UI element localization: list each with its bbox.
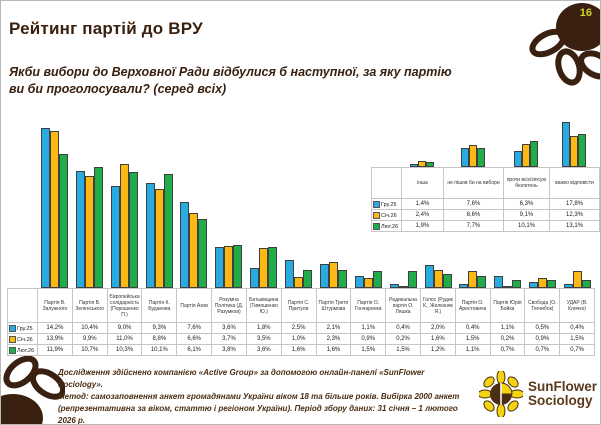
value-cell: 13,1% xyxy=(550,221,600,232)
value-cell: 12,3% xyxy=(550,210,600,221)
bar xyxy=(76,171,85,289)
table-row xyxy=(372,221,600,232)
bar xyxy=(215,247,224,288)
column-header-cell: важко відповісти xyxy=(550,168,600,199)
value-cell: 14,2% xyxy=(38,323,73,334)
bar xyxy=(329,262,338,288)
table-row xyxy=(372,199,600,210)
value-cell: 1,1% xyxy=(351,323,386,334)
bar xyxy=(461,148,469,167)
bar-group xyxy=(177,121,212,288)
value-cell: 6,3% xyxy=(504,199,550,210)
bar xyxy=(120,164,129,288)
bar xyxy=(224,246,233,288)
value-cell: 11,9% xyxy=(38,345,73,356)
value-cell: 3,6% xyxy=(212,323,247,334)
bar xyxy=(259,248,268,288)
value-cell: 9,3% xyxy=(142,323,177,334)
value-cell: 2,0% xyxy=(420,323,455,334)
column-header-cell: Розумна Політика (Д. Разумков) xyxy=(212,289,247,323)
bar xyxy=(570,136,578,167)
bar xyxy=(164,174,173,288)
value-cell: 7,6% xyxy=(444,199,504,210)
bar xyxy=(547,280,556,288)
value-cell: 10,4% xyxy=(72,323,107,334)
value-cell: 3,7% xyxy=(212,334,247,345)
bar xyxy=(303,270,312,288)
column-header-cell: Партія Третя Штурмова xyxy=(316,289,351,323)
column-header-cell: проти всіх/зіпсую бюлетень xyxy=(504,168,550,199)
value-cell: 17,8% xyxy=(550,199,600,210)
bar-group xyxy=(401,122,443,167)
legend-swatch xyxy=(373,212,380,219)
table-corner-cell xyxy=(8,289,38,323)
bar-group xyxy=(316,121,351,288)
bar xyxy=(285,260,294,288)
legend-swatch xyxy=(9,325,16,332)
value-cell: 0,4% xyxy=(455,323,490,334)
methodology-line: Дослідження здійснено компанією «Active Group» за допомогою онлайн-панелі «SunFlower Sociology». xyxy=(58,368,425,389)
value-cell: 1,0% xyxy=(281,334,316,345)
bar xyxy=(434,270,443,288)
bar xyxy=(294,277,303,288)
column-header-cell: Голос (Рудик К., Железняк Я.) xyxy=(420,289,455,323)
table-row xyxy=(8,323,595,334)
value-cell: 1,6% xyxy=(281,345,316,356)
value-cell: 0,4% xyxy=(386,323,421,334)
bar-group xyxy=(72,121,107,288)
column-header-cell: Свобода (О. Тягнибок) xyxy=(525,289,560,323)
value-cell: 1,5% xyxy=(351,345,386,356)
value-cell: 10,3% xyxy=(107,345,142,356)
series-label-cell: Лют.26 xyxy=(372,221,402,232)
bar xyxy=(373,271,382,288)
value-cell: 1,5% xyxy=(455,334,490,345)
bar xyxy=(233,245,242,288)
column-header-cell: Радикальна партія О. Ляшка xyxy=(386,289,421,323)
brand-text xyxy=(528,380,597,408)
bar xyxy=(578,134,586,167)
column-header-cell: Партія О. Арестовича xyxy=(455,289,490,323)
bar xyxy=(355,276,364,288)
bar xyxy=(198,219,207,288)
bar xyxy=(522,144,530,167)
bar xyxy=(514,151,522,167)
column-header-cell: Партія К. Буданова xyxy=(142,289,177,323)
other-data-table xyxy=(371,167,600,232)
legend-swatch xyxy=(373,223,380,230)
corner-flower-icon xyxy=(1,356,65,424)
legend-swatch xyxy=(9,347,16,354)
value-cell: 1,8% xyxy=(246,323,281,334)
column-header-cell: Партія В. Залужного xyxy=(38,289,73,323)
bar-group xyxy=(281,121,316,288)
brand-line1: SunFlower xyxy=(528,379,598,395)
bar-group xyxy=(549,122,599,167)
bar xyxy=(111,186,120,288)
column-header-cell: Партія С. Притули xyxy=(281,289,316,323)
value-cell: 3,6% xyxy=(246,345,281,356)
series-label-cell: Січ.26 xyxy=(372,210,402,221)
value-cell: 10,7% xyxy=(72,345,107,356)
value-cell: 1,4% xyxy=(402,199,444,210)
value-cell: 3,8% xyxy=(212,345,247,356)
value-cell: 1,1% xyxy=(490,323,525,334)
value-cell: 0,2% xyxy=(386,334,421,345)
methodology-line: Метод: самозаповнення анкет громадянами України віком 18 та більше років. Вибірка 2000 анкет xyxy=(58,392,460,401)
bar-group xyxy=(503,122,549,167)
bar xyxy=(146,183,155,288)
bar xyxy=(50,131,59,288)
bar xyxy=(443,274,452,288)
value-cell: 10,1% xyxy=(142,345,177,356)
table-row xyxy=(372,210,600,221)
main-data-table xyxy=(7,288,595,356)
value-cell: 8,6% xyxy=(444,210,504,221)
value-cell: 1,5% xyxy=(386,345,421,356)
value-cell: 3,5% xyxy=(246,334,281,345)
legend-swatch xyxy=(9,336,16,343)
table-corner-cell xyxy=(372,168,402,199)
value-cell: 6,6% xyxy=(177,334,212,345)
bar xyxy=(59,154,68,289)
value-cell: 0,9% xyxy=(351,334,386,345)
bar xyxy=(364,278,373,288)
brand-line2: Sociology xyxy=(528,393,593,408)
survey-question: Якби вибори до Верховної Ради відбулися б наступної, за яку партію ви би проголосували? (серед всіх) xyxy=(9,65,452,96)
series-label-cell: Лют.26 xyxy=(8,345,38,356)
bar-group xyxy=(211,121,246,288)
series-label-cell: Гру.25 xyxy=(372,199,402,210)
value-cell: 7,6% xyxy=(177,323,212,334)
table-row xyxy=(8,345,595,356)
bar xyxy=(538,278,547,288)
sunflower-sociology-logo xyxy=(479,371,597,417)
bar-group xyxy=(107,121,142,288)
value-cell: 2,3% xyxy=(316,334,351,345)
value-cell: 6,1% xyxy=(177,345,212,356)
page-title: Рейтинг партій до ВРУ xyxy=(9,19,203,38)
bar xyxy=(268,247,277,288)
bar xyxy=(530,141,538,167)
bar xyxy=(189,213,198,288)
value-cell: 10,1% xyxy=(504,221,550,232)
value-cell: 11,0% xyxy=(107,334,142,345)
bar xyxy=(469,145,477,167)
column-header-cell: УДАР (В. Кличко) xyxy=(560,289,595,323)
other-bar-chart xyxy=(401,122,599,167)
value-cell: 0,7% xyxy=(490,345,525,356)
value-cell: 9,1% xyxy=(504,210,550,221)
column-header-cell: Європейська солідарність (Порошенко П.) xyxy=(107,289,142,323)
value-cell: 0,5% xyxy=(525,323,560,334)
column-header-cell: Партія Азов xyxy=(177,289,212,323)
column-header-cell: Партія О. Гончаренка xyxy=(351,289,386,323)
series-label-cell: Гру.25 xyxy=(8,323,38,334)
value-cell: 1,1% xyxy=(455,345,490,356)
value-cell: 8,8% xyxy=(142,334,177,345)
value-cell: 2,1% xyxy=(316,323,351,334)
legend-swatch xyxy=(373,201,380,208)
value-cell: 0,9% xyxy=(525,334,560,345)
bar-group xyxy=(246,121,281,288)
value-cell: 0,2% xyxy=(490,334,525,345)
methodology-line: (репрезентативна за віком, статтю і регіоном України). Період збору даних: 31 січня – 1 лютого 2026 р. xyxy=(58,404,458,425)
value-cell: 13,9% xyxy=(38,334,73,345)
bar xyxy=(250,268,259,288)
bar xyxy=(94,167,103,288)
value-cell: 9,0% xyxy=(107,323,142,334)
value-cell: 0,4% xyxy=(560,323,595,334)
table-row xyxy=(8,334,595,345)
bar xyxy=(477,148,485,168)
bar-group xyxy=(37,121,72,288)
value-cell: 1,5% xyxy=(560,334,595,345)
bar xyxy=(477,276,486,288)
bar xyxy=(338,270,347,288)
value-cell: 9,9% xyxy=(72,334,107,345)
bar xyxy=(320,264,329,288)
value-cell: 1,6% xyxy=(420,334,455,345)
bar xyxy=(41,128,50,289)
methodology-note xyxy=(58,367,470,425)
bar xyxy=(562,122,570,167)
bar xyxy=(85,176,94,288)
bar xyxy=(582,280,591,288)
value-cell: 7,7% xyxy=(444,221,504,232)
bar xyxy=(512,280,521,288)
value-cell: 1,2% xyxy=(420,345,455,356)
value-cell: 2,5% xyxy=(281,323,316,334)
bar xyxy=(468,271,477,288)
value-cell: 0,7% xyxy=(560,345,595,356)
bar-group xyxy=(142,121,177,288)
bar xyxy=(129,172,138,288)
bar xyxy=(494,276,503,288)
series-label-cell: Січ.26 xyxy=(8,334,38,345)
column-header-cell: інша xyxy=(402,168,444,199)
value-cell: 0,7% xyxy=(525,345,560,356)
page-number: 16 xyxy=(579,7,592,19)
bar xyxy=(425,265,434,288)
column-header-cell: Партія Юрія Бойка xyxy=(490,289,525,323)
bar xyxy=(180,202,189,288)
bar xyxy=(408,271,417,288)
bar xyxy=(155,189,164,288)
bar-group xyxy=(443,122,503,167)
value-cell: 2,4% xyxy=(402,210,444,221)
value-cell: 1,6% xyxy=(316,345,351,356)
bar xyxy=(573,271,582,288)
column-header-cell: Батьківщина (Тимошенко Ю.) xyxy=(246,289,281,323)
column-header-cell: не пішов би на вибори xyxy=(444,168,504,199)
column-header-cell: Партія В. Зеленського xyxy=(72,289,107,323)
sunflower-logo-icon xyxy=(479,371,523,417)
value-cell: 1,9% xyxy=(402,221,444,232)
